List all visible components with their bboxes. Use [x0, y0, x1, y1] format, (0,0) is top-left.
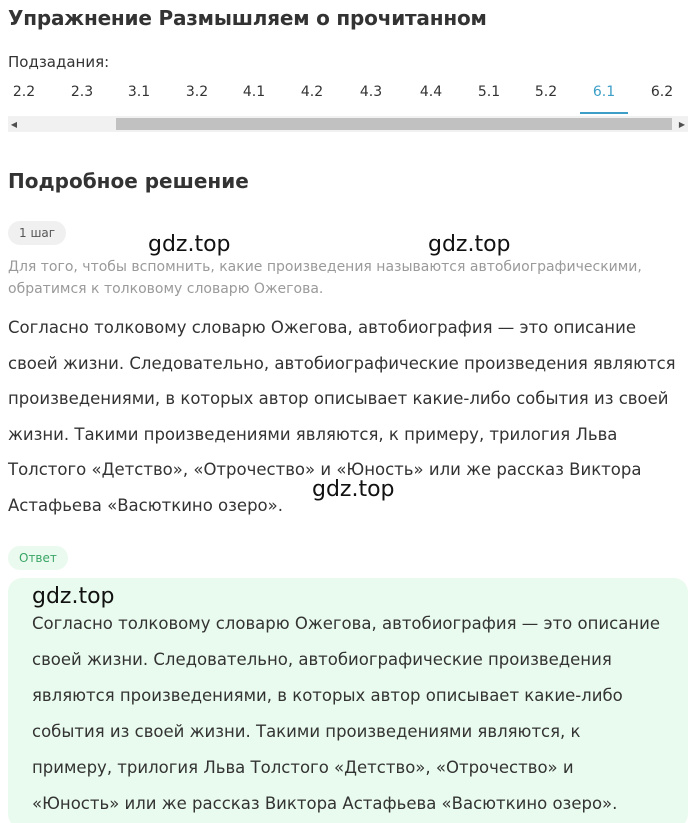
- tab-5-2[interactable]: 5.2: [534, 84, 558, 100]
- scroll-left-arrow-icon[interactable]: ◀: [10, 119, 18, 129]
- tab-6-1-active[interactable]: 6.1: [580, 84, 628, 114]
- tab-5-1[interactable]: 5.1: [477, 84, 501, 100]
- tab-2-3[interactable]: 2.3: [70, 84, 94, 100]
- subtask-tabs: [0, 84, 690, 114]
- subtasks-label: Подзадания:: [8, 53, 110, 71]
- tab-4-1[interactable]: 4.1: [242, 84, 266, 100]
- scroll-right-arrow-icon[interactable]: ▶: [678, 119, 686, 129]
- solution-heading: Подробное решение: [8, 169, 249, 193]
- horizontal-scrollbar[interactable]: [8, 116, 688, 132]
- tab-4-2[interactable]: 4.2: [300, 84, 324, 100]
- tab-4-3[interactable]: 4.3: [359, 84, 383, 100]
- page-title: Упражнение Размышляем о прочитанном: [8, 6, 487, 30]
- step-badge: 1 шаг: [8, 221, 66, 245]
- step-text: Согласно толковому словарю Ожегова, автобиография — это описание своей жизни. Следовательно, автобиографические произведения являются произведениями, в которых автор описывает какие-либо события из своей жизни. Такими произведениями являются, к примеру, трилогия Льва Толстого «Детство», «Отрочество» и «Юность» или же рассказ Виктора Астафьева «Васюткино озеро».: [8, 318, 676, 515]
- tab-3-2[interactable]: 3.2: [185, 84, 209, 100]
- step-hint: Для того, чтобы вспомнить, какие произведения называются автобиографическими, обратимся к толковому словарю Ожегова.: [8, 259, 642, 297]
- answer-text: Согласно толковому словарю Ожегова, автобиография — это описание своей жизни. Следовательно, автобиографические произведения являются произведениями, в которых автор описывает какие-либо события из своей жизни. Такими произведениями являются, к примеру, трилогия Льва Толстого «Детство», «Отрочество» и «Юность» или же рассказ Виктора Астафьева «Васюткино озеро».: [32, 614, 660, 813]
- tab-3-1[interactable]: 3.1: [127, 84, 151, 100]
- tab-4-4[interactable]: 4.4: [419, 84, 443, 100]
- tab-6-2[interactable]: 6.2: [650, 84, 674, 100]
- watermark: gdz.top: [312, 477, 395, 502]
- tab-2-2[interactable]: 2.2: [12, 84, 36, 100]
- watermark: gdz.top: [428, 232, 511, 257]
- scrollbar-thumb[interactable]: [116, 118, 672, 130]
- watermark: gdz.top: [32, 584, 115, 609]
- watermark: gdz.top: [148, 232, 231, 257]
- answer-badge: Ответ: [8, 546, 68, 570]
